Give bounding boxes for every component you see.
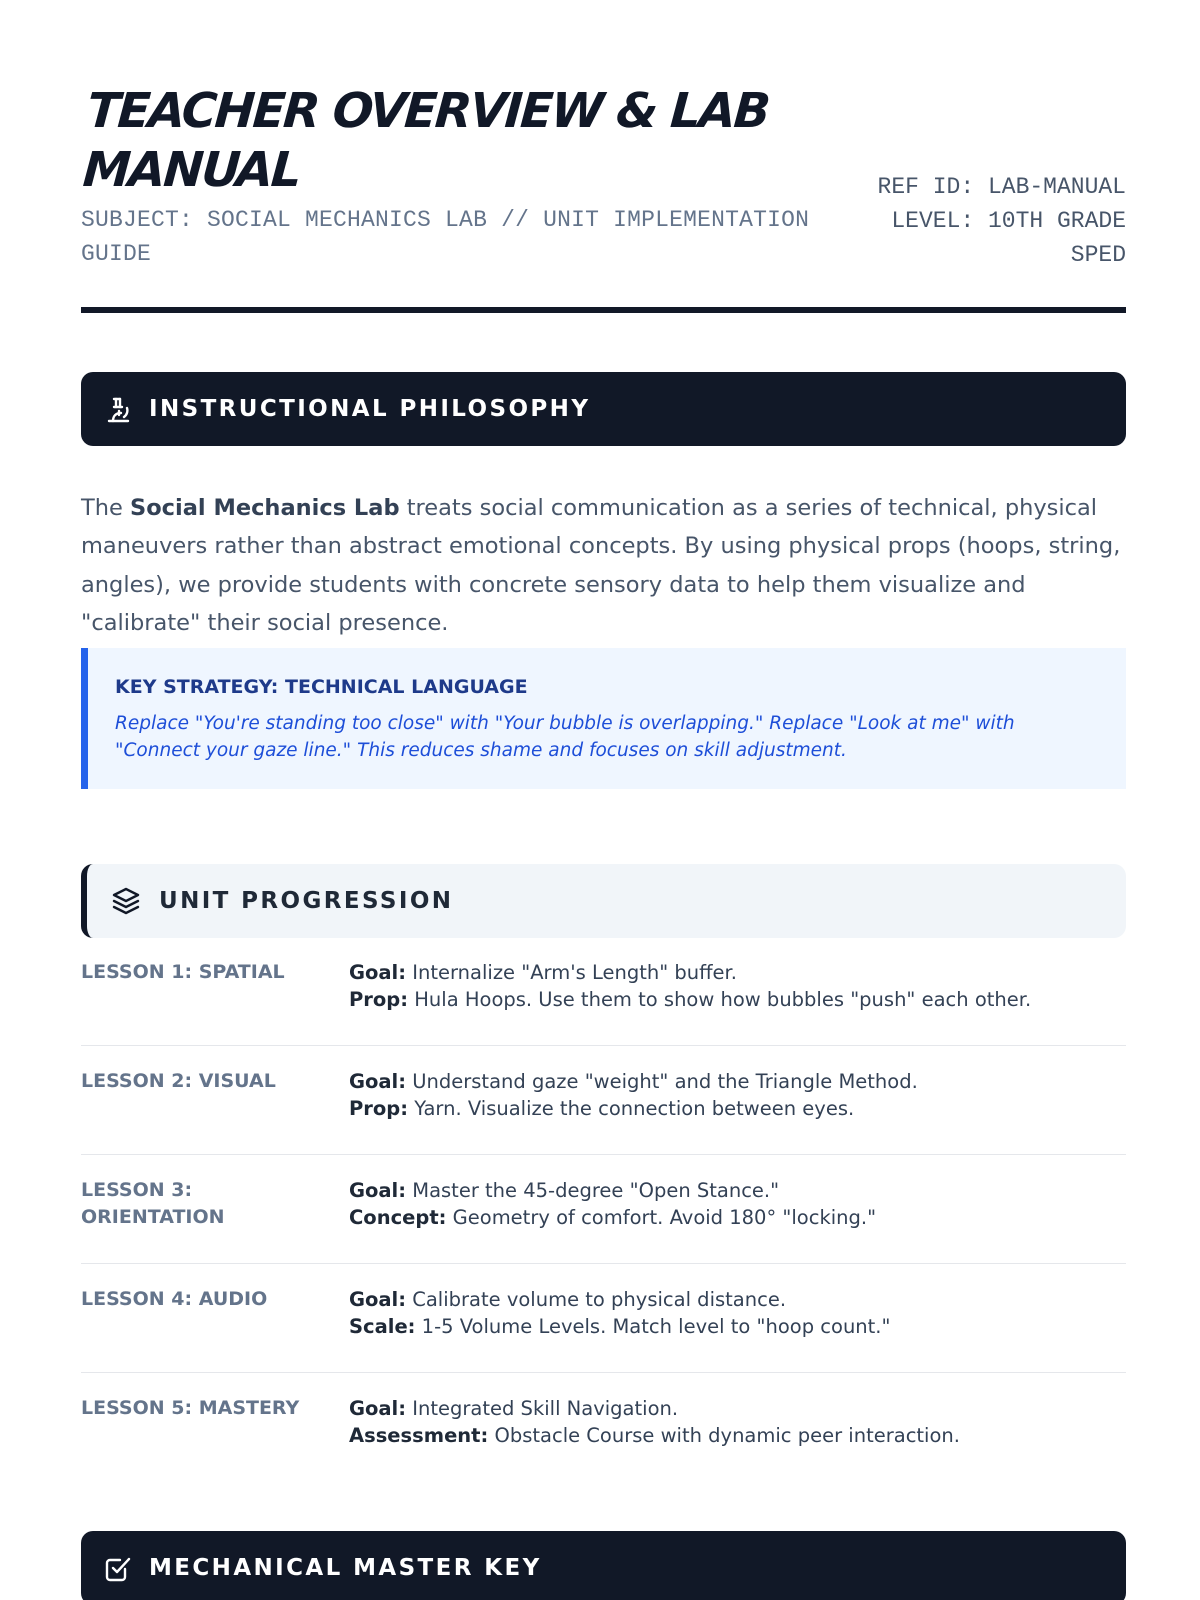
callout-title: KEY STRATEGY: TECHNICAL LANGUAGE xyxy=(115,676,528,698)
detail-text: Hula Hoops. Use them to show how bubbles "push" each other. xyxy=(408,988,1032,1011)
lesson-label: LESSON 1: SPATIAL xyxy=(81,961,285,983)
lesson-details xyxy=(349,1395,1109,1449)
detail-text: Integrated Skill Navigation. xyxy=(406,1397,679,1420)
lesson-label: LESSON 5: MASTERY xyxy=(81,1397,300,1419)
section-instructional-philosophy xyxy=(81,372,1126,446)
document-content xyxy=(81,0,1126,1581)
section-mechanical-master-key xyxy=(81,1531,1126,1600)
section-title: INSTRUCTIONAL PHILOSOPHY xyxy=(149,396,591,422)
checkbox-icon xyxy=(103,1553,133,1583)
detail-text: Obstacle Course with dynamic peer interaction. xyxy=(488,1424,960,1447)
detail-key: Goal: xyxy=(349,1397,407,1420)
section-title: MECHANICAL MASTER KEY xyxy=(149,1555,542,1581)
lesson-label: LESSON 4: AUDIO xyxy=(81,1288,268,1310)
lesson-details xyxy=(349,1068,1109,1122)
page-title-line-1: TEACHER OVERVIEW & LAB xyxy=(85,83,771,139)
lesson-details xyxy=(349,1177,1109,1231)
lesson-row xyxy=(81,1155,1126,1264)
microscope-icon xyxy=(103,394,133,424)
page-title xyxy=(81,82,849,200)
detail-key: Goal: xyxy=(349,1070,407,1093)
detail-text: Yarn. Visualize the connection between eyes. xyxy=(408,1097,855,1120)
callout-text: Replace "You're standing too close" with "Your bubble is overlapping." Replace "Look at me" with "Connect your gaze line." This reduces shame and focuses on skill adjustment. xyxy=(115,713,1015,761)
subject-line: SUBJECT: SOCIAL MECHANICS LAB // UNIT IMPLEMENTATION GUIDE xyxy=(81,207,810,267)
key-strategy-callout xyxy=(81,648,1126,789)
document-header xyxy=(81,0,1126,318)
detail-text: Internalize "Arm's Length" buffer. xyxy=(406,961,737,984)
reference-id: REF ID: LAB-MANUAL xyxy=(877,174,1126,200)
lesson-row xyxy=(81,1373,1126,1482)
philosophy-paragraph xyxy=(81,489,1126,643)
detail-key: Prop: xyxy=(349,1097,409,1120)
header-divider xyxy=(81,307,1126,313)
detail-text: Geometry of comfort. Avoid 180° "locking." xyxy=(446,1206,877,1229)
detail-key: Assessment: xyxy=(349,1424,489,1447)
lesson-row xyxy=(81,937,1126,1046)
detail-text: 1-5 Volume Levels. Match level to "hoop count." xyxy=(415,1315,891,1338)
lesson-list xyxy=(81,937,1126,1482)
detail-key: Goal: xyxy=(349,961,407,984)
detail-key: Goal: xyxy=(349,1179,407,1202)
detail-text: Understand gaze "weight" and the Triangle Method. xyxy=(406,1070,918,1093)
document-metadata xyxy=(836,170,1126,272)
layers-icon xyxy=(109,884,143,918)
detail-key: Concept: xyxy=(349,1206,447,1229)
lesson-label: LESSON 3: ORIENTATION xyxy=(81,1179,225,1228)
page-title-line-2: MANUAL xyxy=(81,142,302,198)
lab-name: Social Mechanics Lab xyxy=(130,494,400,521)
lesson-details xyxy=(349,1286,1109,1340)
paragraph-prefix: The xyxy=(81,494,130,521)
lesson-row xyxy=(81,1046,1126,1155)
detail-text: Calibrate volume to physical distance. xyxy=(406,1288,787,1311)
lesson-label: LESSON 2: VISUAL xyxy=(81,1070,276,1092)
detail-key: Scale: xyxy=(349,1315,416,1338)
section-unit-progression xyxy=(81,864,1126,938)
detail-key: Prop: xyxy=(349,988,409,1011)
detail-key: Goal: xyxy=(349,1288,407,1311)
grade-level: LEVEL: 10TH GRADE SPED xyxy=(891,208,1126,268)
detail-text: Master the 45-degree "Open Stance." xyxy=(406,1179,780,1202)
paragraph-body: treats social communication as a series of technical, physical maneuvers rather than abstract emotional concepts. By using physical props (hoops, string, angles), we provide students with concrete sensory data to help them visualize and "calibrate" their social presence. xyxy=(81,494,1121,636)
lesson-details xyxy=(349,959,1109,1013)
section-title: UNIT PROGRESSION xyxy=(159,888,454,914)
lesson-row xyxy=(81,1264,1126,1373)
